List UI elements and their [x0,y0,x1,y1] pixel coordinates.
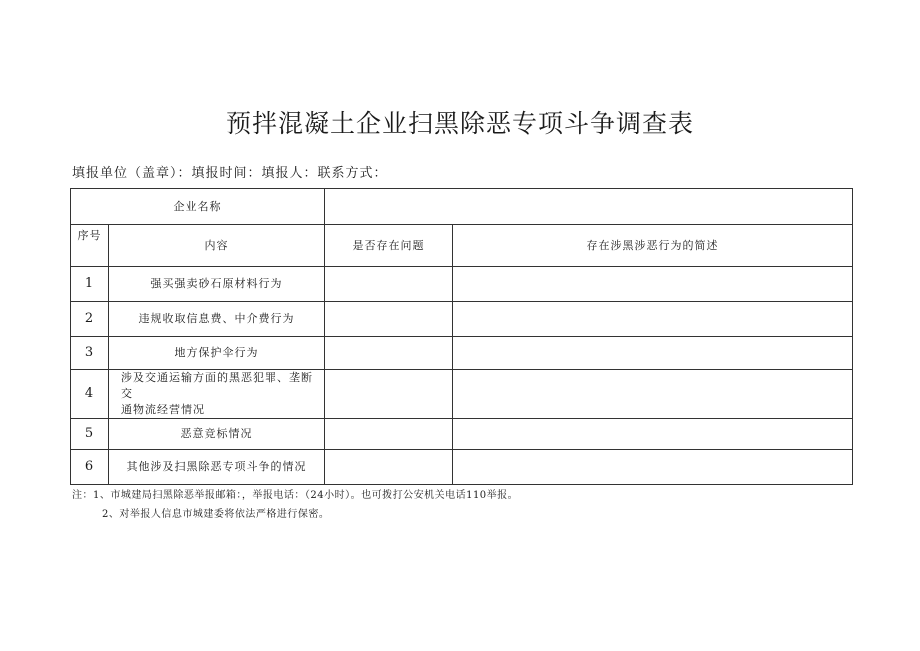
header-has-issue: 是否存在问题 [325,225,453,267]
header-no: 序号 [71,225,109,267]
table-row [71,419,853,450]
row-number: 2 [71,302,109,337]
note-line-1: 注：1、市城建局扫黑除恶举报邮箱：，举报电话：（24小时）。也可拨打公安机关电话110举报。 [72,490,519,501]
survey-table [70,188,853,485]
row-description-cell[interactable] [453,419,853,450]
table-row [71,337,853,370]
header-content: 内容 [109,225,325,267]
note-line-2: 2、对举报人信息市城建委将依法严格进行保密。 [102,509,330,520]
row-number: 4 [71,370,109,419]
row-number: 5 [71,419,109,450]
header-description: 存在涉黑涉恶行为的简述 [453,225,853,267]
row-content [109,370,325,419]
row-description-cell[interactable] [453,302,853,337]
row-has-issue-cell[interactable] [325,302,453,337]
company-row [71,189,853,225]
row-has-issue-cell[interactable] [325,419,453,450]
row-has-issue-cell[interactable] [325,450,453,485]
form-meta-line: 填报单位（盖章）：填报时间：填报人：联系方式： [72,166,388,181]
row-content: 恶意竞标情况 [109,419,325,450]
row-content-line1: 涉及交通运输方面的黑恶犯罪、垄断交 [121,371,313,400]
row-has-issue-cell[interactable] [325,337,453,370]
page-title: 预拌混凝土企业扫黑除恶专项斗争调查表 [225,109,694,138]
header-row [71,225,853,267]
company-label: 企业名称 [71,189,325,225]
table-row [71,450,853,485]
row-number: 3 [71,337,109,370]
row-has-issue-cell[interactable] [325,370,453,419]
table-row [71,370,853,419]
row-content: 强买强卖砂石原材料行为 [109,267,325,302]
row-content: 地方保护伞行为 [109,337,325,370]
row-description-cell[interactable] [453,267,853,302]
row-description-cell[interactable] [453,450,853,485]
table-row [71,267,853,302]
table-row [71,302,853,337]
row-content: 其他涉及扫黑除恶专项斗争的情况 [109,450,325,485]
row-has-issue-cell[interactable] [325,267,453,302]
notes [72,486,518,524]
row-content-line2: 通物流经营情况 [121,403,205,416]
row-number: 6 [71,450,109,485]
row-content: 违规收取信息费、中介费行为 [109,302,325,337]
row-number: 1 [71,267,109,302]
company-value-cell[interactable] [325,189,853,225]
row-description-cell[interactable] [453,337,853,370]
row-description-cell[interactable] [453,370,853,419]
